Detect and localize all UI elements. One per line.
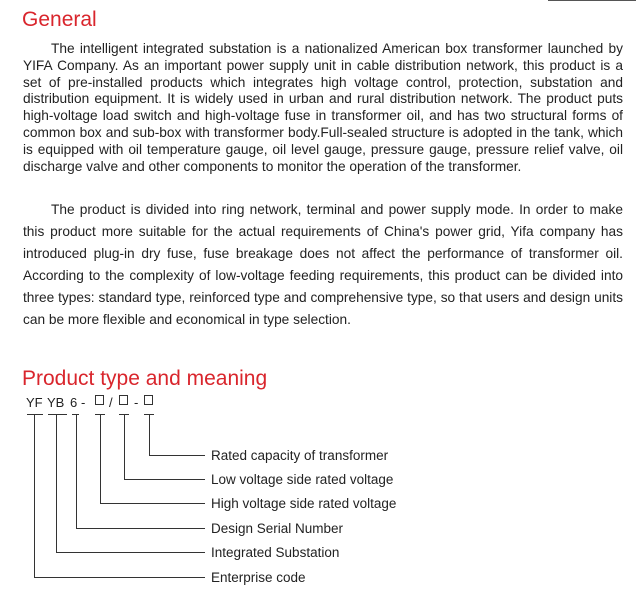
code-integrated-substation: YB — [47, 395, 65, 410]
label-enterprise-code: Enterprise code — [211, 570, 306, 585]
general-paragraph-2: The product is divided into ring network, terminal and power supply mode. In order to make this product more suitable for the actual requirements of China's power grid, Yifa company has introduced plug-in dry fuse, fuse breakage does not affect the performance of transformer oil. According to the complexity of low-voltage feeding requirements, this product can be divided into three types: standard type, reinforced type and comprehensive type, so that users and design units can be more flexible and economical in type selection. — [23, 202, 623, 328]
code-box-capacity — [144, 395, 153, 405]
label-integrated-substation: Integrated Substation — [211, 545, 340, 560]
label-low-voltage: Low voltage side rated voltage — [211, 472, 394, 487]
general-heading: General — [22, 8, 97, 31]
label-rated-capacity: Rated capacity of transformer — [211, 448, 389, 463]
code-design-serial: 6 — [70, 395, 78, 410]
code-separator-1: - — [81, 395, 86, 410]
code-box-low-voltage — [119, 395, 128, 405]
leader-enterprise — [34, 414, 205, 578]
general-paragraph-1: The intelligent integrated substation is a nationalized American box transformer launched by YIFA Company. As an important power supply unit in cable distribution network, this product is a set of pre-installed products which integrates high voltage control, protection, substation and distribution equipment. It is widely used in urban and rural distribution network. The product puts high-voltage load switch and high-voltage fuse in transformer oil, and has two structural forms of common box and sub-box with transformer body.Full-sealed structure is adopted in the tank, which is equipped with oil temperature gauge, oil level gauge, pressure gauge, pressure relief valve, oil discharge valve and other components to monitor the operation of the transformer. — [23, 41, 623, 174]
code-separator-3: - — [134, 395, 139, 410]
label-design-serial: Design Serial Number — [211, 521, 344, 536]
code-enterprise: YF — [26, 395, 43, 410]
code-box-high-voltage — [95, 395, 104, 405]
top-rule — [548, 0, 636, 1]
label-high-voltage: High voltage side rated voltage — [211, 496, 397, 511]
code-separator-2: / — [109, 395, 113, 410]
product-type-heading: Product type and meaning — [22, 367, 268, 390]
